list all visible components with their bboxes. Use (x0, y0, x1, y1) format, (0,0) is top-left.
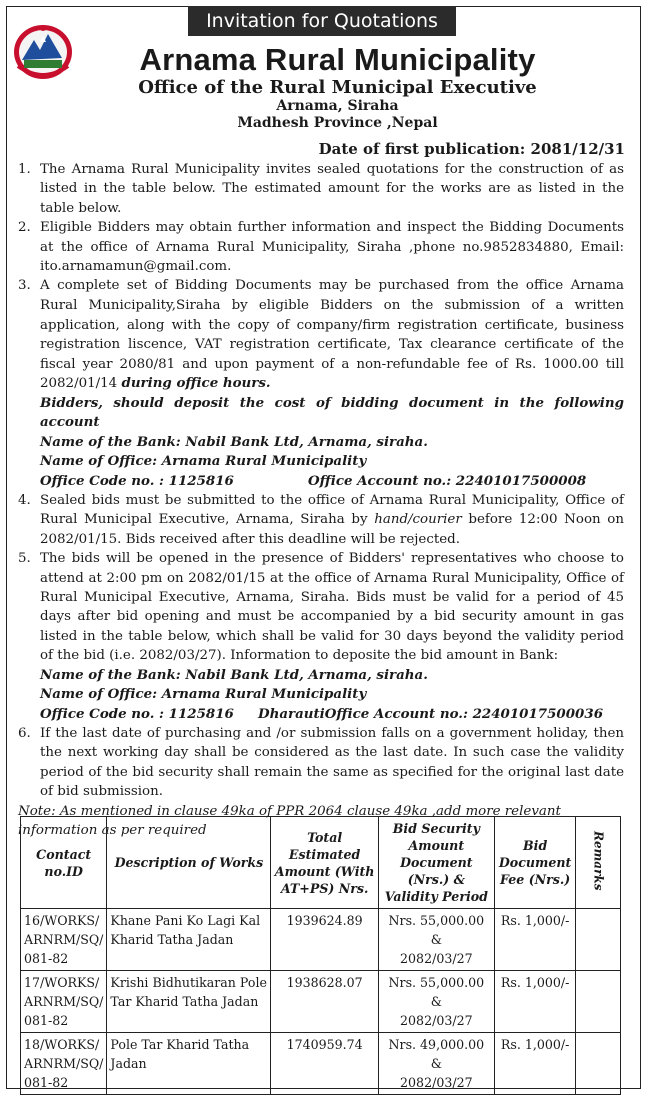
clause-number: 6. (18, 725, 31, 741)
header-security: Bid Security Amount Document (Nrs.) & Validity Period (378, 817, 494, 909)
header-contact: Contact no.ID (21, 817, 107, 909)
clause-text: The Arnama Rural Municipality invites sealed quotations for the construction of as listed in the table below. The estimated amount for the works are as listed in the table below. (40, 162, 624, 216)
clause-1 (18, 160, 624, 218)
clause-text: A complete set of Bidding Documents may be purchased from the office Arnama Rural Municipality,Siraha by eligible Bidders on the submission of a written application, along with the copy of company/firm registration certificate, business registration liscence, VAT registration certificate, Tax clearance certificate of the fiscal year 2080/81 and upon payment of a non-refundable fee of Rs. 1000.00 till 2082/01/14 (40, 278, 624, 392)
security-validity: 2082/03/27 (400, 951, 473, 966)
office-account: DharautiOffice Account no.: 22401017500036 (258, 705, 604, 722)
office-title: Office of the Rural Municipal Executive (138, 77, 537, 98)
cell-description: Pole Tar Kharid Tatha Jadan (107, 1033, 271, 1095)
cell-security (378, 1033, 494, 1095)
clause-number: 1. (18, 162, 31, 177)
security-amount: Nrs. 55,000.00 (388, 913, 485, 928)
cell-amount: 1938628.07 (271, 971, 378, 1033)
clause-text: Eligible Bidders may obtain further information and inspect the Bidding Documents at the office of Arnama Rural Municipality, Siraha ,phone no.9852834880, Email: ito.arnamamun@gmail.com. (40, 220, 624, 275)
cell-amount: 1740959.74 (271, 1033, 378, 1095)
clause-emphasis: during office hours. (121, 375, 271, 392)
account-line (18, 705, 624, 724)
security-amp: & (430, 932, 442, 947)
security-amp: & (430, 994, 442, 1009)
clause-4 (18, 491, 624, 549)
security-validity: 2082/03/27 (400, 1013, 473, 1028)
clause-text: Sealed bids must be submitted to the office of Arnama Rural Municipality, Office of Rural Municipal Executive, Arnama, Siraha by (40, 493, 624, 528)
security-validity: 2082/03/27 (400, 1075, 473, 1090)
note: Note: As mentioned in clause 49ka of PPR 2064 clause 49ka ,add more relevant information as per required (18, 803, 561, 838)
publication-date: Date of first publication: 2081/12/31 (318, 140, 625, 158)
clause-6 (18, 724, 624, 802)
clause-number: 3. (18, 278, 31, 294)
office-code: Office Code no. : 1125816 (40, 472, 234, 489)
cell-remarks (576, 909, 621, 971)
bank-instruction: Bidders, should deposit the cost of bidding document in the following account (40, 395, 624, 431)
table-row (21, 909, 621, 971)
cell-remarks (576, 1033, 621, 1095)
cell-id: 16/WORKS/ ARNRM/SQ/ 081-82 (21, 909, 107, 971)
header-remarks (576, 817, 621, 909)
cell-remarks (576, 971, 621, 1033)
account-line (18, 472, 624, 491)
cell-fee: Rs. 1,000/- (494, 909, 576, 971)
clause-number: 2. (18, 220, 31, 236)
clause-text: The bids will be opened in the presence of Bidders' representatives who choose to attend at 2:00 pm on 2082/01/15 at the office of Arnama Rural Municipality, Office of Rural Municipal Executive, Arnama, Siraha. Bids must be valid for a period of 45 days after bid opening and must be accompanied by a bid security amount in gas listed in the table below, which shall be valid for 30 days beyond the validity period of the bid (i.e. 2082/03/27). Information to deposite the bid amount in Bank: (40, 551, 624, 664)
cell-fee: Rs. 1,000/- (494, 971, 576, 1033)
location-line: Arnama, Siraha (276, 98, 399, 114)
security-amount: Nrs. 49,000.00 & (388, 1037, 485, 1071)
cell-id: 17/WORKS/ ARNRM/SQ/ 081-82 (21, 971, 107, 1033)
table-row (21, 1033, 621, 1095)
cell-id: 18/WORKS/ ARNRM/SQ/ 081-82 (21, 1033, 107, 1095)
clause-2 (18, 218, 624, 276)
security-amount: Nrs. 55,000.00 (388, 975, 485, 990)
province-line: Madhesh Province ,Nepal (237, 115, 438, 131)
notice-banner: Invitation for Quotations (188, 6, 456, 36)
remarks-label: Remarks (591, 830, 606, 891)
office-name: Name of Office: Arnama Rural Municipality (40, 686, 367, 703)
bank-name: Name of the Bank: Nabil Bank Ltd, Arnama, siraha. (40, 433, 428, 450)
header-fee: Bid Document Fee (Nrs.) (494, 817, 576, 909)
clause-3 (18, 276, 624, 394)
header-description: Description of Works (107, 817, 271, 909)
office-name: Name of Office: Arnama Rural Municipality (40, 453, 367, 470)
office-code: Office Code no. : 1125816 (40, 705, 234, 722)
clause-5 (18, 549, 624, 665)
clause-text: If the last date of purchasing and /or submission falls on a government holiday, then the next working day shall be considered as the last date. In such case the validity period of the bid security shall remain the same as specified for the original last date of bid submission. (40, 725, 624, 800)
cell-description: Khane Pani Ko Lagi Kal Kharid Tatha Jadan (107, 909, 271, 971)
bank-name: Name of the Bank: Nabil Bank Ltd, Arnama, siraha. (40, 666, 428, 683)
works-table (20, 816, 621, 1095)
municipality-title: Arnama Rural Municipality (139, 42, 536, 77)
cell-description: Krishi Bidhutikaran Pole Tar Kharid Tatha Jadan (107, 971, 271, 1033)
table-header-row (21, 817, 621, 909)
cell-security (378, 909, 494, 971)
clause-number: 5. (18, 551, 31, 567)
notice-body (18, 160, 624, 840)
cell-fee: Rs. 1,000/- (494, 1033, 576, 1095)
clause-emphasis: hand/courier (374, 512, 462, 528)
cell-security (378, 971, 494, 1033)
cell-amount: 1939624.89 (271, 909, 378, 971)
header-amount: Total Estimated Amount (With AT+PS) Nrs. (271, 817, 378, 909)
table-row (21, 971, 621, 1033)
office-account: Office Account no.: 22401017500008 (308, 472, 587, 489)
clause-number: 4. (18, 493, 31, 509)
clause-text-end: before 12:00 Noon on 2082/01/15. Bids received after this deadline will be rejected. (40, 512, 624, 547)
